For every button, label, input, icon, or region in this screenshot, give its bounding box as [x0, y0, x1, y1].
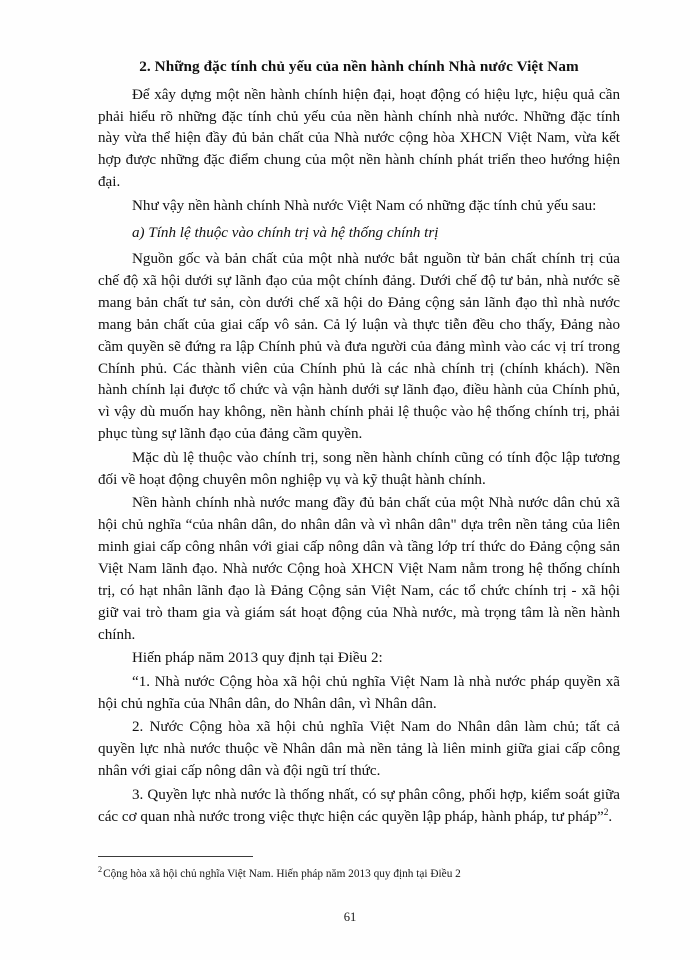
footnote-entry	[98, 864, 620, 883]
paragraph-transition: Như vậy nền hành chính Nhà nước Việt Nam có những đặc tính chủ yếu sau:	[132, 197, 597, 214]
paragraph-constitution-intro: Hiến pháp năm 2013 quy định tại Điều 2:	[132, 650, 383, 667]
page-title: 2. Những đặc tính chủ yếu của nền hành chính Nhà nước Việt Nam	[139, 58, 579, 75]
clause-3-text: 3. Quyền lực nhà nước là thống nhất, có sự phân công, phối hợp, kiểm soát giữa các cơ quan nhà nước trong việc thực hiện các quyền lập pháp, hành pháp, tư pháp”	[98, 786, 620, 825]
paragraph-clause-3	[98, 785, 620, 829]
footnote-divider	[98, 856, 253, 857]
clause-3-tail: .	[608, 808, 613, 825]
subheading-a: a) Tính lệ thuộc vào chính trị và hệ thống chính trị	[132, 224, 439, 241]
paragraph-state-nature: Nền hành chính nhà nước mang đầy đủ bản chất của một Nhà nước dân chủ xã hội chủ nghĩa “của nhân dân, do nhân dân và vì nhân dân" dựa trên nền tảng của liên minh giai cấp công nhân với giai cấp nông dân và tầng lớp trí thức do Đảng cộng sản Việt Nam lãnh đạo. Nhà nước Cộng hoà XHCN Việt Nam nằm trong hệ thống chính trị, có hạt nhân lãnh đạo là Đảng Cộng sản Việt Nam, các tổ chức chính trị - xã hội giữ vai trò tham gia và giám sát hoạt động của Nhà nước, mà trọng tâm là nền hành chính.	[98, 495, 620, 643]
paragraph-intro: Để xây dựng một nền hành chính hiện đại, hoạt động có hiệu lực, hiệu quả cần phải hiểu rõ những đặc tính chủ yếu của nền hành chính nhà nước. Những đặc tính này vừa thể hiện đầy đủ bản chất của Nhà nước cộng hòa XHCN Việt Nam, vừa kết hợp được những đặc điểm chung của một nền hành chính phát triển theo hướng hiện đại.	[98, 86, 620, 191]
paragraph-clause-2: 2. Nước Cộng hòa xã hội chủ nghĩa Việt Nam do Nhân dân làm chủ; tất cả quyền lực nhà nước thuộc về Nhân dân mà nền tảng là liên minh giữa giai cấp công nhân với giai cấp nông dân và đội ngũ trí thức.	[98, 719, 620, 780]
paragraph-relative-independence: Mặc dù lệ thuộc vào chính trị, song nền hành chính cũng có tính độc lập tương đối về hoạt động chuyên môn nghiệp vụ và kỹ thuật hành chính.	[98, 449, 620, 488]
footnote-section	[98, 856, 620, 883]
footnote-number: 2	[98, 865, 103, 874]
paragraph-origin-nature: Nguồn gốc và bản chất của một nhà nước bắt nguồn từ bản chất chính trị của chế độ xã hội dưới sự lãnh đạo của một chính đảng. Dưới chế độ tư bản, nhà nước sẽ mang bản chất tư sản, còn dưới chế xã hội do Đảng cộng sản lãnh đạo thì nhà nước mang bản chất của giai cấp vô sản. Cả lý luận và thực tiễn đều cho thấy, Đảng nào cầm quyền sẽ đứng ra lập Chính phủ và đưa người của đảng mình vào các vị trí trong Chính phủ. Các thành viên của Chính phủ là các nhà chính trị (chính khách). Nền hành chính lại được tổ chức và vận hành dưới sự lãnh đạo, điều hành của Chính phủ, vì vậy dù muốn hay không, nền hành chính phải lệ thuộc vào hệ thống chính trị, phải phục tùng sự lãnh đạo của đảng cầm quyền.	[98, 250, 620, 443]
page-number: 61	[343, 910, 357, 924]
paragraph-clause-1: “1. Nhà nước Cộng hòa xã hội chủ nghĩa Việt Nam là nhà nước pháp quyền xã hội chủ nghĩa của Nhân dân, do Nhân dân, vì Nhân dân.	[98, 673, 620, 712]
footnote-body: Cộng hòa xã hội chủ nghĩa Việt Nam. Hiến pháp năm 2013 quy định tại Điều 2	[103, 867, 461, 880]
footnote-reference[interactable]: 2	[603, 807, 609, 818]
